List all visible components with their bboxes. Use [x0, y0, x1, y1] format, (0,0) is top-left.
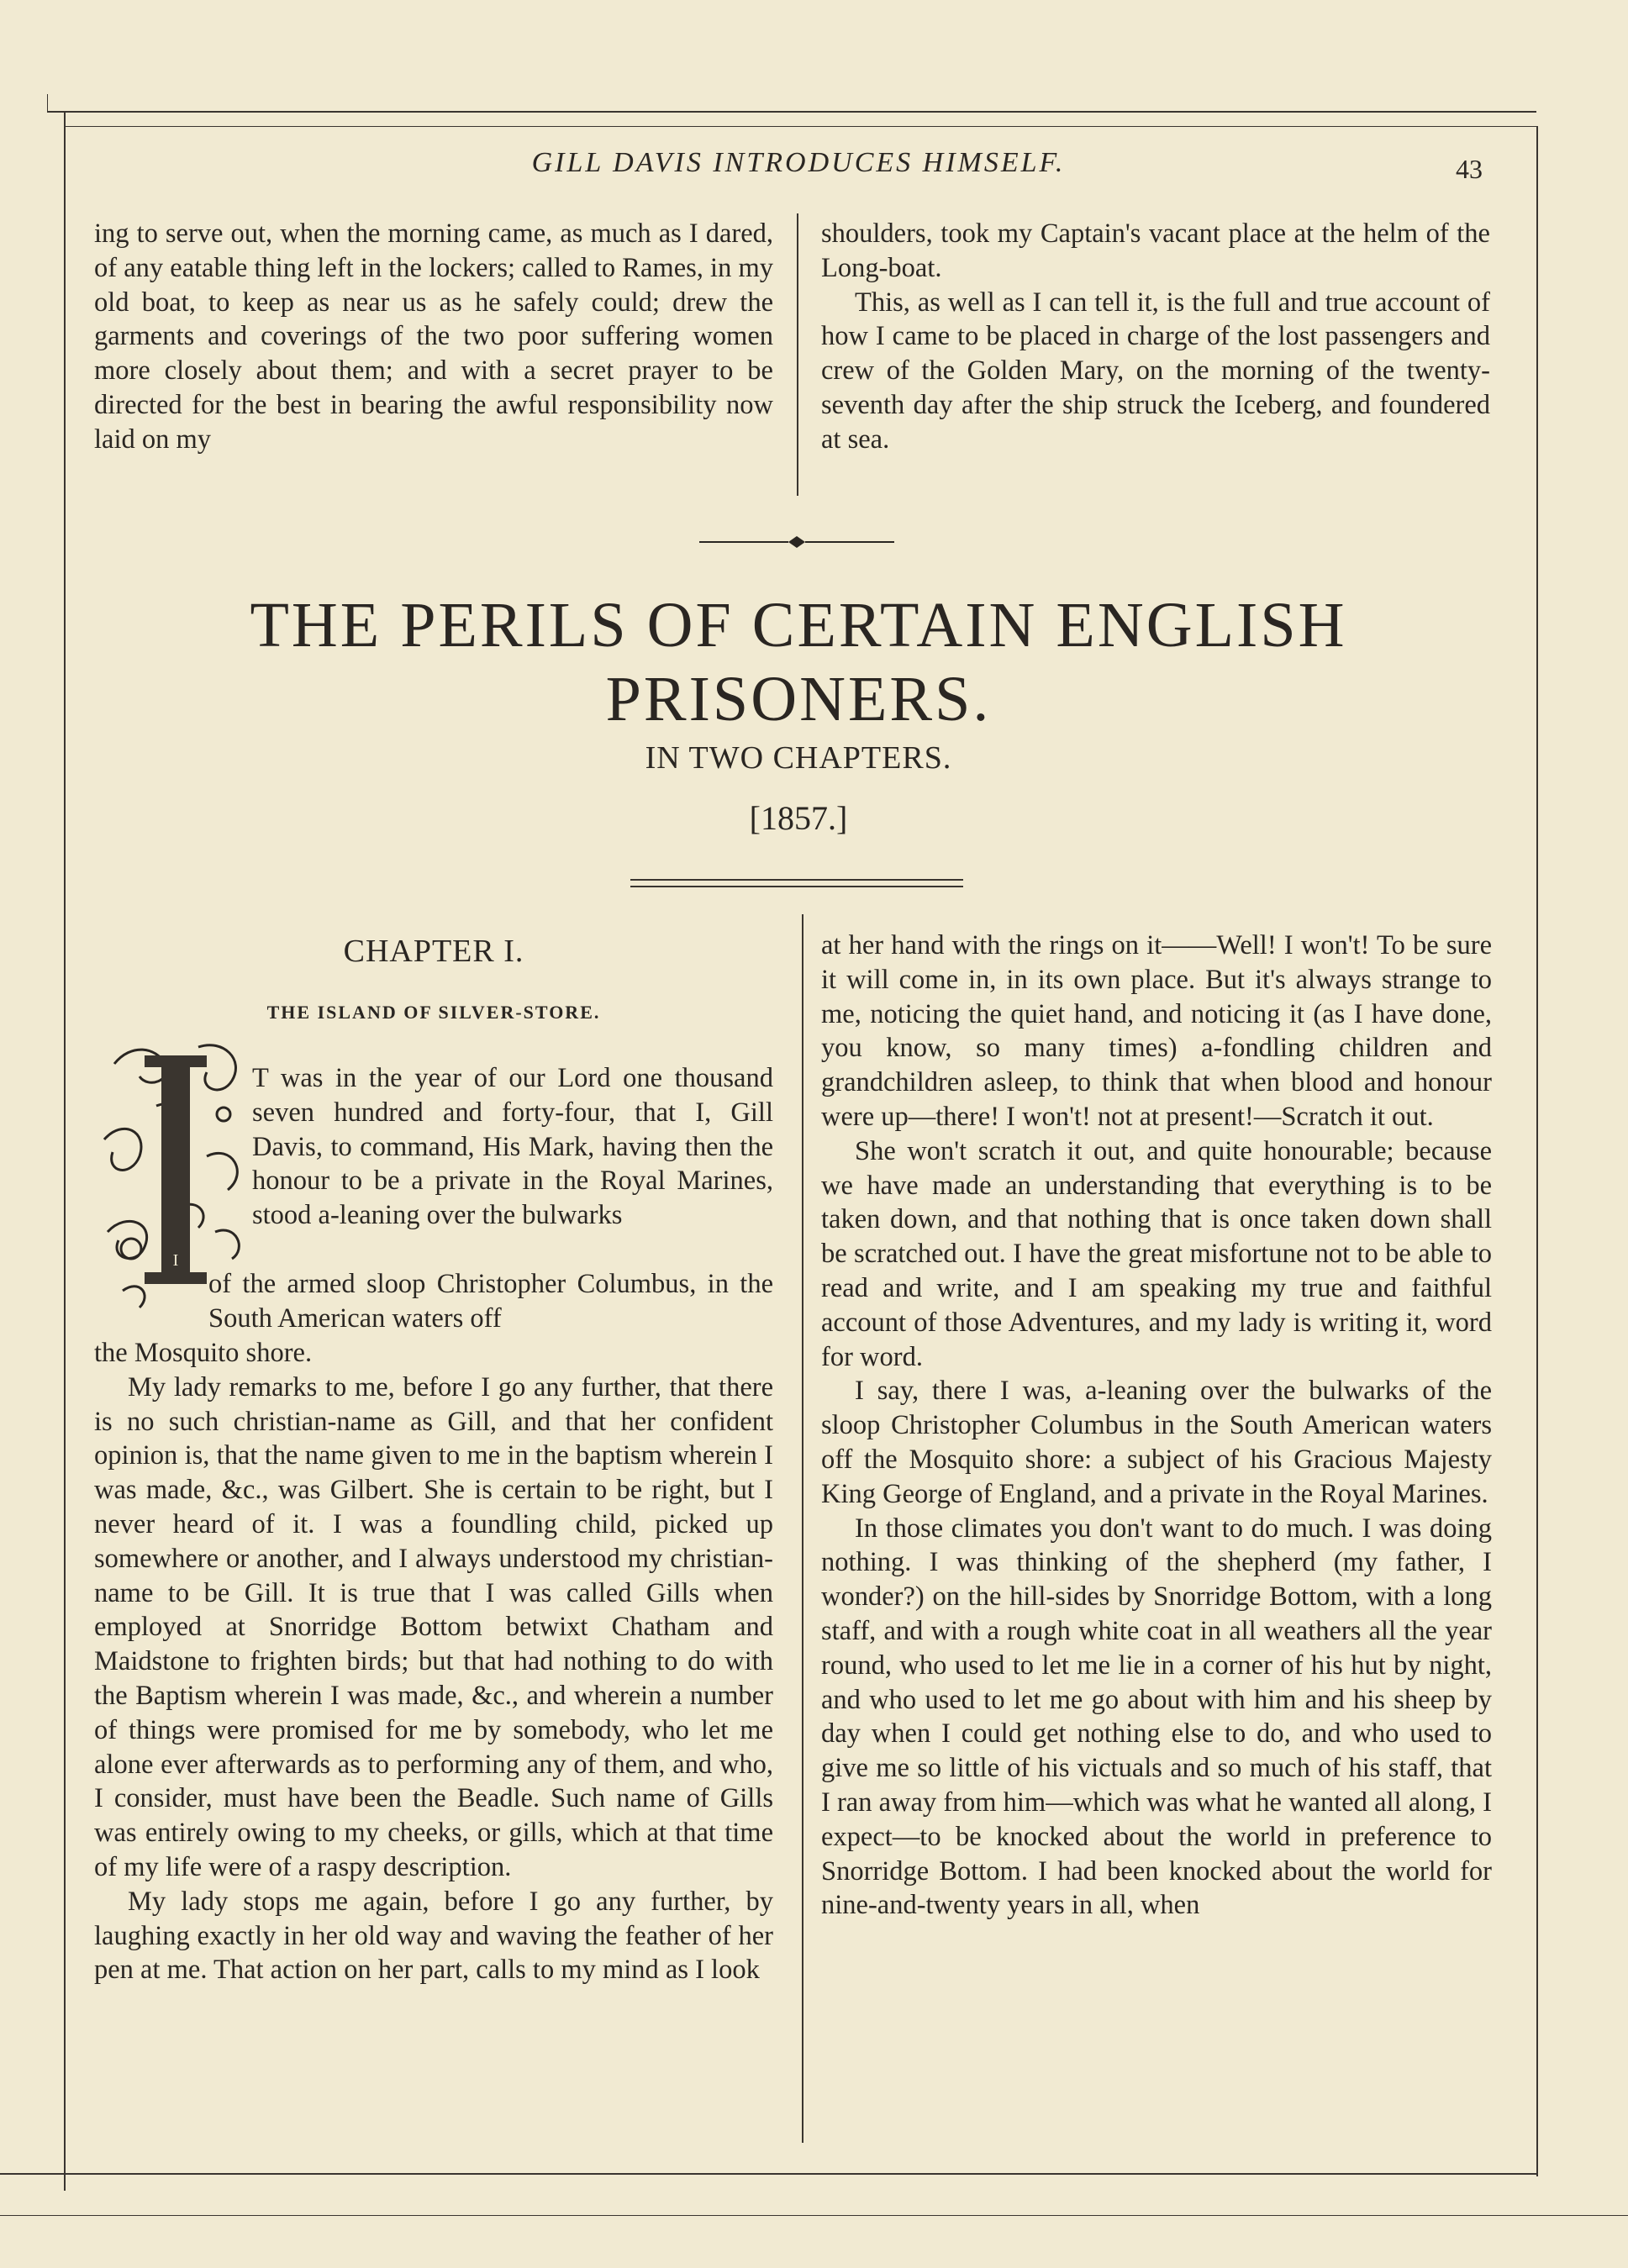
story-subtitle: IN TWO CHAPTERS. — [645, 740, 952, 776]
opening-lines-2 — [208, 1267, 773, 1336]
dropcap-letter: I — [172, 1251, 179, 1270]
main-left-column — [94, 1336, 773, 1987]
top-right-column — [821, 217, 1490, 457]
paragraph: I say, there I was, a-leaning over the bulwarks of the sloop Christopher Columbus in the South American waters off the Mosquito shore: a subject of his Gracious Majesty King George of England, and a private in the Royal Marines. — [821, 1376, 1492, 1509]
paragraph: My lady stops me again, before I go any further, by laughing exactly in her old way and waving the feather of her pen at me. That action on her part, calls to my mind as I look — [94, 1886, 773, 1986]
paragraph: of the armed sloop Christopher Columbus, in the South American waters off — [208, 1269, 773, 1334]
column-divider — [802, 914, 803, 2143]
running-head: GILL DAVIS INTRODUCES HIMSELF. — [531, 147, 1066, 178]
paragraph: In those climates you don't want to do much. I was doing nothing. I was thinking of the shepherd (my father, I wonder?) on the hill-sides by Snorridge Bottom, with a long staff, and with a rough white coat in all weathers all the year round, who used to let me lie in a corner of his hut by night, and who used to let me go about with him and his sheep by day when I could get nothing else to do, and who used to give me so little of his victuals and so much of his staff, that I ran away from him—which was what he wanted all along, I expect—to be knocked about the world in preference to Snorridge Bottom. I had been knocked about the world for nine-and-twenty years in all, when — [821, 1513, 1492, 1921]
paragraph: ing to serve out, when the morning came, as much as I dared, of any eatable thing left in the lockers; called to Rames, in my old boat, to keep as near us as he safely could; drew the garments and coverings of the two poor suffering women more closely about them; and with a secret prayer to be directed for the best in bearing the awful responsibility now laid on my — [94, 218, 773, 455]
paragraph: She won't scratch it out, and quite honourable; because we have made an understanding that everything is to be taken down, and that nothing that is once taken down shall be scratched out. I have the great misfortune not to be able to read and write, and I am speaking my true and faithful account of those Adventures, and my lady is writing it, word for word. — [821, 1135, 1492, 1372]
frame-rule-bottom — [0, 2173, 1536, 2175]
story-year: [1857.] — [749, 799, 848, 837]
frame-rule — [47, 94, 48, 113]
chapter-heading: CHAPTER I. — [343, 934, 524, 969]
paragraph: My lady remarks to me, before I go any further, that there is no such christian-name as Gill, and that her confident opinion is, that the name given to me in the baptism wherein I was made, &c., was Gilbert. She is certain to be right, but I never heard of it. I was a foundling child, picked up somewhere or another, and I always understood my christian-name to be Gill. It is true that I was called Gills when employed at Snorridge Bottom betwixt Chatham and Maidstone to frighten birds; but that had nothing to do with the Baptism wherein I was made, &c., and wherein a number of things were promised for me by somebody, who let me alone ever afterwards as to performing any of them, and who, I consider, must have been the Beadle. Such name of Gills was entirely owing to my cheeks, or gills, which at that time of my life were of a raspy description. — [94, 1371, 773, 1882]
page-number: 43 — [1456, 154, 1483, 184]
paragraph: shoulders, took my Captain's vacant place at the helm of the Long-boat. — [821, 218, 1490, 283]
column-divider — [797, 213, 798, 496]
frame-rule-left — [64, 111, 66, 2191]
main-right-column — [821, 929, 1492, 1923]
section-ornament — [699, 534, 894, 550]
top-left-column — [94, 217, 773, 457]
paragraph: the Mosquito shore. — [94, 1338, 313, 1368]
frame-rule-top — [47, 111, 1536, 113]
chapter-subheading: THE ISLAND OF SILVER-STORE. — [266, 1002, 601, 1023]
opening-lines — [252, 1061, 773, 1233]
story-title — [84, 588, 1513, 736]
double-rule — [630, 879, 963, 887]
paragraph: T was in the year of our Lord one thousand seven hundred and forty-four, that I, Gill Davis, to command, His Mark, having then the honour to be a private in the Royal Marines, stood a-leaning over the bulwarks — [252, 1063, 773, 1231]
frame-rule-right — [1536, 126, 1538, 2176]
paragraph: at her hand with the rings on it——Well! I won't! To be sure it will come in, in its own place. But it's always strange to me, noticing the quiet hand, and noticing it (as I have done, you know, so many times) a-fondling children and grandchildren asleep, to think that when blood and honour were up—there! I won't! not at present!—Scratch it out. — [821, 930, 1492, 1132]
paragraph: This, as well as I can tell it, is the full and true account of how I came to be placed in charge of the lost passengers and crew of the Golden Mary, on the morning of the twenty-seventh day after the ship struck the Iceberg, and foundered at sea. — [821, 287, 1490, 455]
frame-rule-bottom-outer — [0, 2215, 1628, 2216]
title-line: PRISONERS. — [605, 664, 992, 734]
frame-rule-top-inner — [64, 126, 1536, 127]
title-line: THE PERILS OF CERTAIN ENGLISH — [250, 590, 1347, 660]
